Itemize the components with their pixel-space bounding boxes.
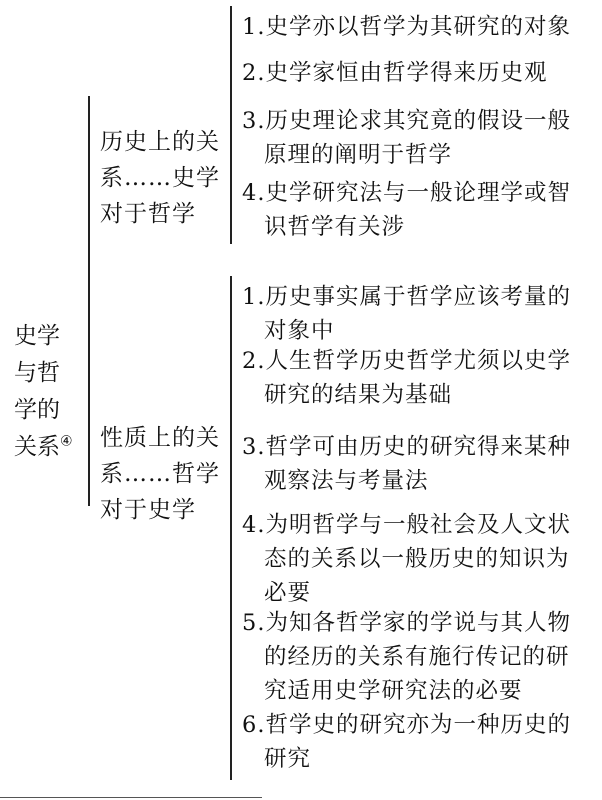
item-text-line: 历史理论求其究竟的假设一般 [265,108,571,134]
branch-1-item-2 [242,56,547,90]
item-text-line: 识哲学有关涉 [264,214,406,240]
branch-1-brace-line [230,6,232,244]
item-text-line: 研究 [264,746,312,772]
branch-1-item-3 [242,104,571,172]
branch-1-item-4 [242,176,571,244]
item-text-line: 观察法与考量法 [264,468,429,494]
item-text-line: 原理的阐明于哲学 [264,142,453,168]
item-text-line: 哲学可由历史的研究得来某种 [265,434,571,460]
item-text-line: 究适用史学研究法的必要 [264,678,523,704]
branch-1-label [100,124,220,232]
root-line-2: 与哲 [14,360,60,386]
root-line-1: 史学 [14,323,60,349]
branch-2-label-line-3: 对于史学 [100,497,196,523]
branch-1-label-line-1: 历史上的关 [100,129,220,155]
item-text-line: 人生哲学历史哲学尤须以史学 [265,348,571,374]
branch-1-item-1 [242,10,571,44]
branch-1-label-line-2: 系……史学 [100,165,220,191]
item-number: 1. [242,14,266,40]
branch-2-label-line-2: 系……哲学 [100,461,220,487]
item-number: 6. [242,712,266,738]
item-text-line: 哲学史的研究亦为一种历史的 [265,712,571,738]
item-number: 2. [242,60,266,86]
item-number: 2. [242,348,266,374]
branch-2-label [100,420,220,528]
branch-2-label-line-1: 性质上的关 [100,425,220,451]
root-line-4-text: 关系 [14,434,60,460]
branch-2-item-4 [242,508,571,610]
branch-2-brace-line [230,276,232,780]
item-text-line: 史学亦以哲学为其研究的对象 [265,14,571,40]
item-number: 1. [242,284,266,310]
item-text-line: 对象中 [264,318,335,344]
item-number: 3. [242,434,266,460]
branch-2-item-1 [242,280,571,348]
branch-2-item-5 [242,606,571,708]
item-number: 4. [242,512,266,538]
item-text-line: 为知各哲学家的学说与其人物 [265,610,571,636]
footnote-mark: ④ [60,433,73,450]
root-brace-line [88,96,90,506]
item-text-line: 必要 [264,580,312,606]
root-line-3: 学的 [14,397,60,423]
root-label [14,318,73,466]
item-number: 5. [242,610,266,636]
branch-2-item-6 [242,708,571,776]
branch-2-item-2 [242,344,571,412]
item-text-line: 的经历的关系有施行传记的研 [264,644,570,670]
item-text-line: 史学研究法与一般论理学或智 [265,180,571,206]
item-text-line: 态的关系以一般历史的知识为 [264,546,570,572]
branch-2-item-3 [242,430,571,498]
root-line-4 [14,429,73,466]
item-text-line: 历史事实属于哲学应该考量的 [265,284,571,310]
item-text-line: 为明哲学与一般社会及人文状 [265,512,571,538]
item-text-line: 研究的结果为基础 [264,382,453,408]
item-text-line: 史学家恒由哲学得来历史观 [265,60,548,86]
item-number: 3. [242,108,266,134]
branch-1-label-line-3: 对于哲学 [100,201,196,227]
footnote-rule [0,797,262,798]
item-number: 4. [242,180,266,206]
